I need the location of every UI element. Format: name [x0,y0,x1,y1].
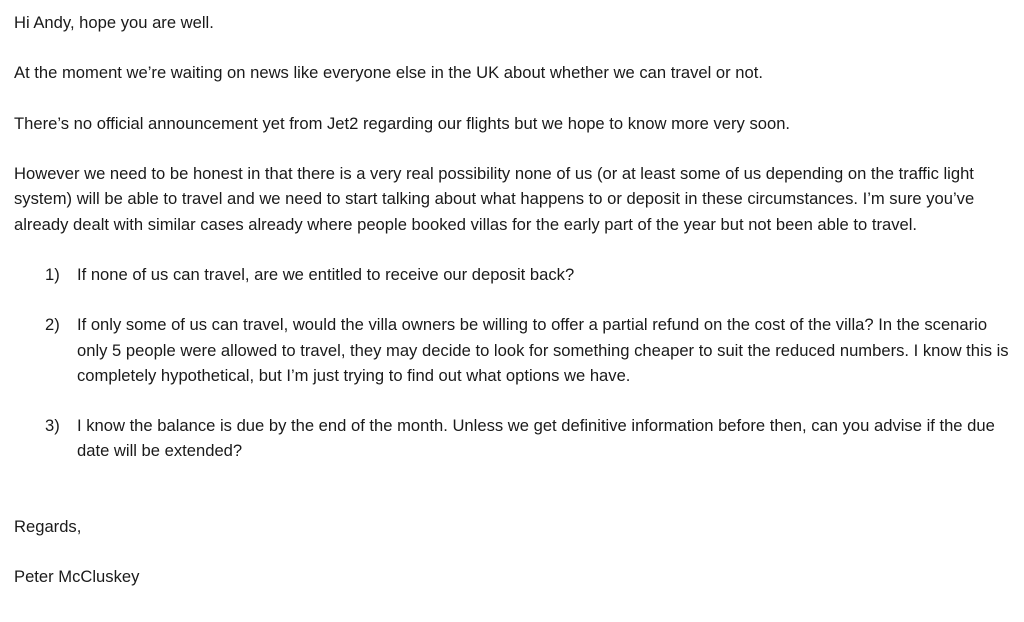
paragraph-waiting-news: At the moment we’re waiting on news like everyone else in the UK about whether we can travel or not. [14,63,763,83]
list-item-text: If only some of us can travel, would the villa owners be willing to offer a partial refund on the cost of the villa? In the scenario only 5 people were allowed to travel, they may decide to look for something cheaper to suit the reduced numbers. I know this is completely hypothetical, but I’m just trying to find out what options we have. [77,315,1009,385]
questions-list [14,262,1018,464]
greeting: Hi Andy, hope you are well. [14,13,214,32]
list-item-text: If none of us can travel, are we entitled to receive our deposit back? [77,264,575,284]
closing: Regards, [14,516,82,536]
list-item-text: I know the balance is due by the end of the month. Unless we get definitive information before then, can you advise if the due date will be extended? [77,416,995,461]
list-item [14,413,1018,463]
email-body [14,10,1018,615]
list-number: 1) [45,264,60,284]
list-item [14,262,1018,287]
list-number: 2) [45,315,60,335]
paragraph-travel-possibility: However we need to be honest in that there is a very real possibility none of us (or at least some of us depending on the traffic light system) will be able to travel and we need to start talking about what happens to or deposit in these circumstances. I’m sure you’ve already dealt with similar cases already where people booked villas for the early part of the year but not been able to travel. [14,164,975,234]
signature: Peter McCluskey [14,567,140,587]
list-item [14,312,1018,388]
list-number: 3) [45,416,60,436]
blank-line [14,489,1018,514]
paragraph-flight-announcement: There’s no official announcement yet from Jet2 regarding our flights but we hope to know more very soon. [14,113,791,133]
